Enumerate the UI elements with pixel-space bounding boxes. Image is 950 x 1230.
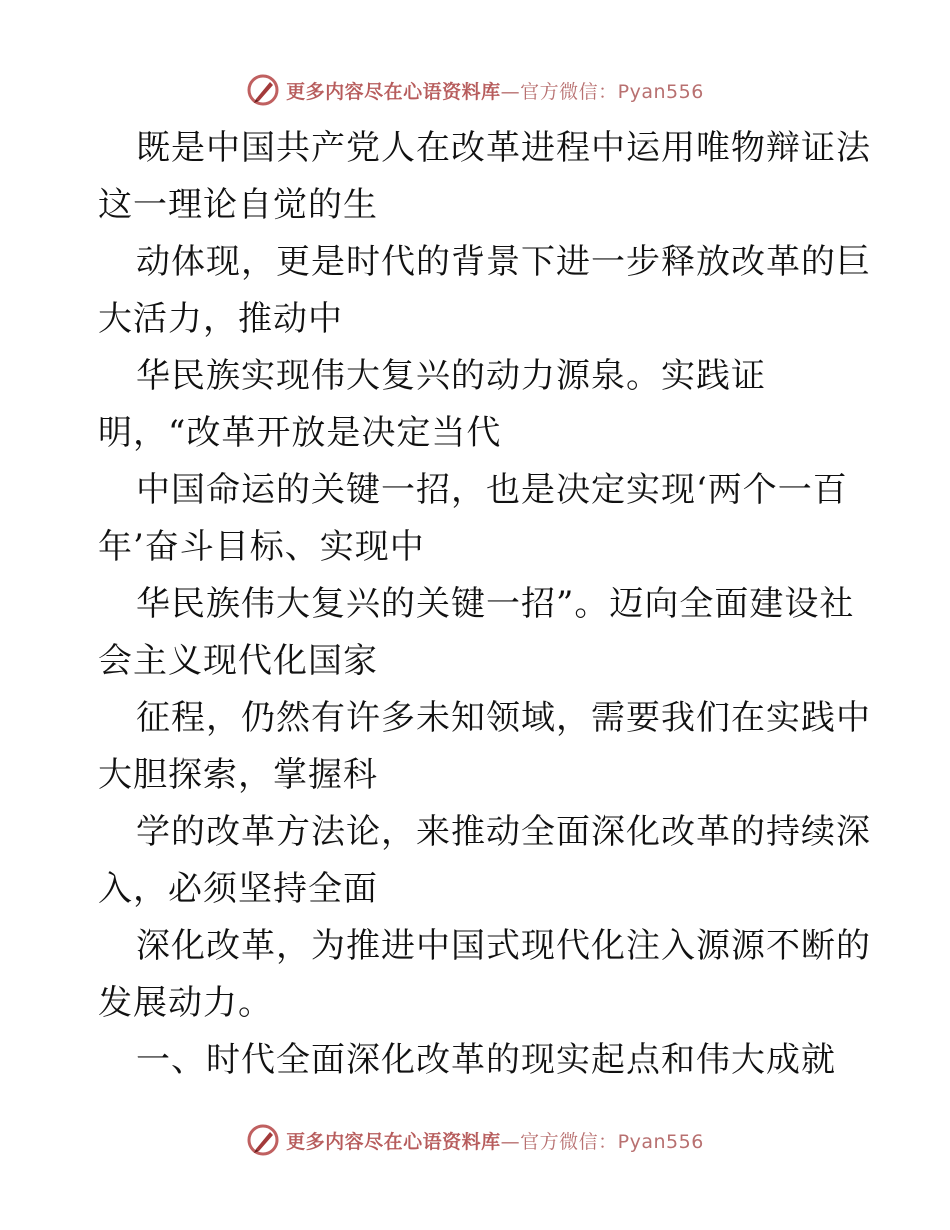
body-line: 会主义现代化国家: [98, 641, 378, 681]
body-line: 大胆探索，掌握科: [98, 755, 378, 795]
body-line: 发展动力。: [98, 983, 273, 1023]
header-banner-rest: —官方微信：Pyan556: [500, 80, 704, 103]
section-heading: 一、时代全面深化改革的现实起点和伟大成就: [136, 1040, 836, 1080]
body-line: 明，“改革开放是决定当代: [98, 413, 502, 453]
body-line: 入，必须坚持全面: [98, 869, 378, 909]
body-line: 动体现，更是时代的背景下进一步释放改革的巨: [136, 242, 871, 282]
body-line: 既是中国共产党人在改革进程中运用唯物辩证法: [136, 128, 871, 168]
document-body: [98, 120, 871, 1089]
body-line: 深化改革，为推进中国式现代化注入源源不断的: [136, 926, 871, 966]
body-line: 中国命运的关键一招，也是决定实现‘两个一百: [136, 470, 848, 510]
header-banner-text: [286, 77, 704, 104]
body-line: 征程，仍然有许多未知领域，需要我们在实践中: [136, 698, 871, 738]
footer-banner: [0, 1120, 950, 1160]
body-line: 这一理论自觉的生: [98, 185, 378, 225]
header-banner-highlight: 更多内容尽在心语资料库: [286, 80, 501, 103]
footer-banner-highlight: 更多内容尽在心语资料库: [286, 1130, 501, 1153]
body-line: 学的改革方法论，来推动全面深化改革的持续深: [136, 812, 871, 852]
body-line: 年’奋斗目标、实现中: [98, 527, 425, 567]
pen-logo-icon: [246, 1123, 280, 1157]
footer-banner-text: [286, 1127, 704, 1154]
body-line: 华民族实现伟大复兴的动力源泉。实践证: [136, 356, 766, 396]
header-banner: [0, 70, 950, 110]
pen-logo-icon: [246, 73, 280, 107]
footer-banner-rest: —官方微信：Pyan556: [500, 1130, 704, 1153]
body-line: 华民族伟大复兴的关键一招”。迈向全面建设社: [136, 584, 855, 624]
body-line: 大活力，推动中: [98, 299, 343, 339]
